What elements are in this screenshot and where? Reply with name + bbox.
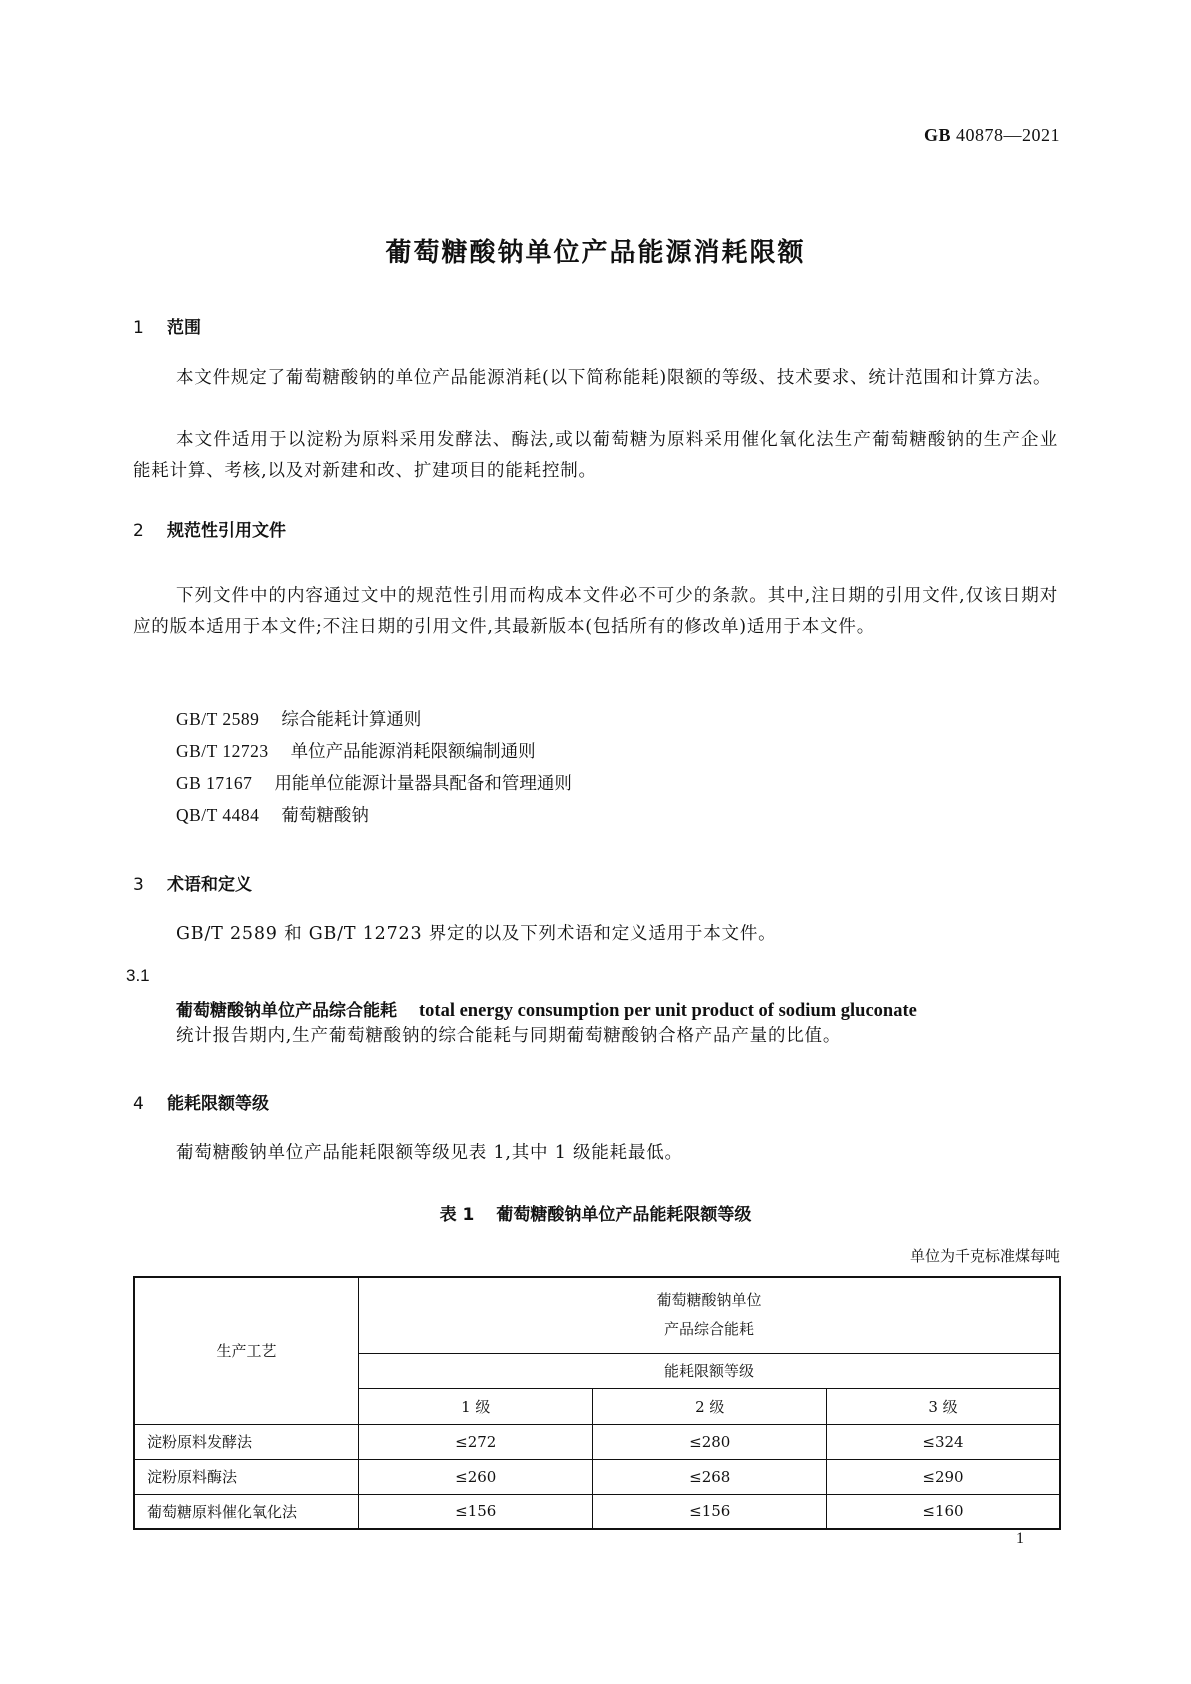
header-limit-levels: 能耗限额等级 <box>358 1353 1060 1388</box>
section-2-number: 2 <box>133 521 144 541</box>
reference-code: GB/T 12723 <box>176 741 269 761</box>
section-1-number: 1 <box>133 318 144 338</box>
section-1-title: 范围 <box>167 318 201 338</box>
row-process: 淀粉原料发酵法 <box>134 1424 358 1459</box>
term-number: 3.1 <box>126 966 150 985</box>
table-caption <box>0 1200 1191 1225</box>
row-value-level-2: ≤156 <box>593 1494 827 1529</box>
section-2-title: 规范性引用文件 <box>167 521 286 541</box>
unit-note: 单位为千克标准煤每吨 <box>909 1247 1060 1265</box>
section-4-heading <box>133 1089 269 1114</box>
table-row <box>134 1424 1060 1459</box>
section-4-number: 4 <box>133 1094 144 1114</box>
row-value-level-1: ≤260 <box>358 1459 593 1494</box>
reference-item <box>176 736 572 768</box>
reference-item <box>176 768 572 800</box>
term-chinese: 葡萄糖酸钠单位产品综合能耗 <box>176 1001 397 1021</box>
section-3-number: 3 <box>133 875 144 895</box>
row-value-level-3: ≤160 <box>826 1494 1060 1529</box>
section-2-paragraph-1: 下列文件中的内容通过文中的规范性引用而构成本文件必不可少的条款。其中,注日期的引用文件,仅该日期对应的版本适用于本文件;不注日期的引用文件,其最新版本(包括所有的修改单)适用于本文件。 <box>133 586 1058 637</box>
section-2-heading <box>133 516 286 541</box>
reference-code: GB 17167 <box>176 773 253 793</box>
header-level-2: 2 级 <box>593 1388 827 1424</box>
reference-name: 综合能耗计算通则 <box>281 710 422 730</box>
row-process: 淀粉原料酶法 <box>134 1459 358 1494</box>
row-value-level-1: ≤272 <box>358 1424 593 1459</box>
section-1-heading <box>133 313 201 338</box>
section-3-paragraph-1: GB/T 2589 和 GB/T 12723 界定的以及下列术语和定义适用于本文件。 <box>176 924 777 944</box>
header-process: 生产工艺 <box>134 1277 358 1424</box>
row-value-level-1: ≤156 <box>358 1494 593 1529</box>
section-1-paragraph-2: 本文件适用于以淀粉为原料采用发酵法、酶法,或以葡萄糖为原料采用催化氧化法生产葡萄糖酸钠的生产企业能耗计算、考核,以及对新建和改、扩建项目的能耗控制。 <box>133 430 1058 481</box>
reference-name: 单位产品能源消耗限额编制通则 <box>290 742 536 762</box>
row-value-level-3: ≤324 <box>826 1424 1060 1459</box>
page-number: 1 <box>1016 1530 1024 1547</box>
row-process: 葡萄糖原料催化氧化法 <box>134 1494 358 1529</box>
reference-name: 葡萄糖酸钠 <box>281 806 369 826</box>
row-value-level-2: ≤280 <box>593 1424 827 1459</box>
header-level-3: 3 级 <box>826 1388 1060 1424</box>
energy-limit-table <box>133 1276 1061 1530</box>
term-definition: 统计报告期内,生产葡萄糖酸钠的综合能耗与同期葡萄糖酸钠合格产品产量的比值。 <box>176 1026 842 1046</box>
header-group-line-1: 葡萄糖酸钠单位 <box>656 1291 762 1310</box>
section-3-heading <box>133 870 252 895</box>
reference-list <box>176 704 572 832</box>
row-value-level-2: ≤268 <box>593 1459 827 1494</box>
reference-item <box>176 800 572 832</box>
term-english: total energy consumption per unit product of sodium gluconate <box>419 1001 917 1021</box>
standard-code <box>924 125 1060 146</box>
section-3-title: 术语和定义 <box>167 875 252 895</box>
section-4-paragraph-1: 葡萄糖酸钠单位产品能耗限额等级见表 1,其中 1 级能耗最低。 <box>176 1143 683 1163</box>
table-row <box>134 1459 1060 1494</box>
reference-item <box>176 704 572 736</box>
header-group-line-2: 产品综合能耗 <box>663 1320 754 1339</box>
reference-name: 用能单位能源计量器具配备和管理通则 <box>274 774 572 794</box>
standard-code-number: 40878—2021 <box>956 125 1060 145</box>
term-entry <box>176 996 917 1022</box>
standard-code-prefix: GB <box>923 125 951 145</box>
section-4-title: 能耗限额等级 <box>167 1094 269 1114</box>
table-number: 表 1 <box>439 1205 475 1225</box>
row-value-level-3: ≤290 <box>826 1459 1060 1494</box>
document-title: 葡萄糖酸钠单位产品能源消耗限额 <box>385 238 806 268</box>
header-level-1: 1 级 <box>358 1388 593 1424</box>
reference-code: GB/T 2589 <box>176 709 260 729</box>
section-1-paragraph-1: 本文件规定了葡萄糖酸钠的单位产品能源消耗(以下简称能耗)限额的等级、技术要求、统计范围和计算方法。 <box>176 368 1052 388</box>
table-title: 葡萄糖酸钠单位产品能耗限额等级 <box>496 1205 752 1225</box>
table-row <box>134 1494 1060 1529</box>
header-energy-group <box>358 1277 1060 1353</box>
reference-code: QB/T 4484 <box>176 805 260 825</box>
